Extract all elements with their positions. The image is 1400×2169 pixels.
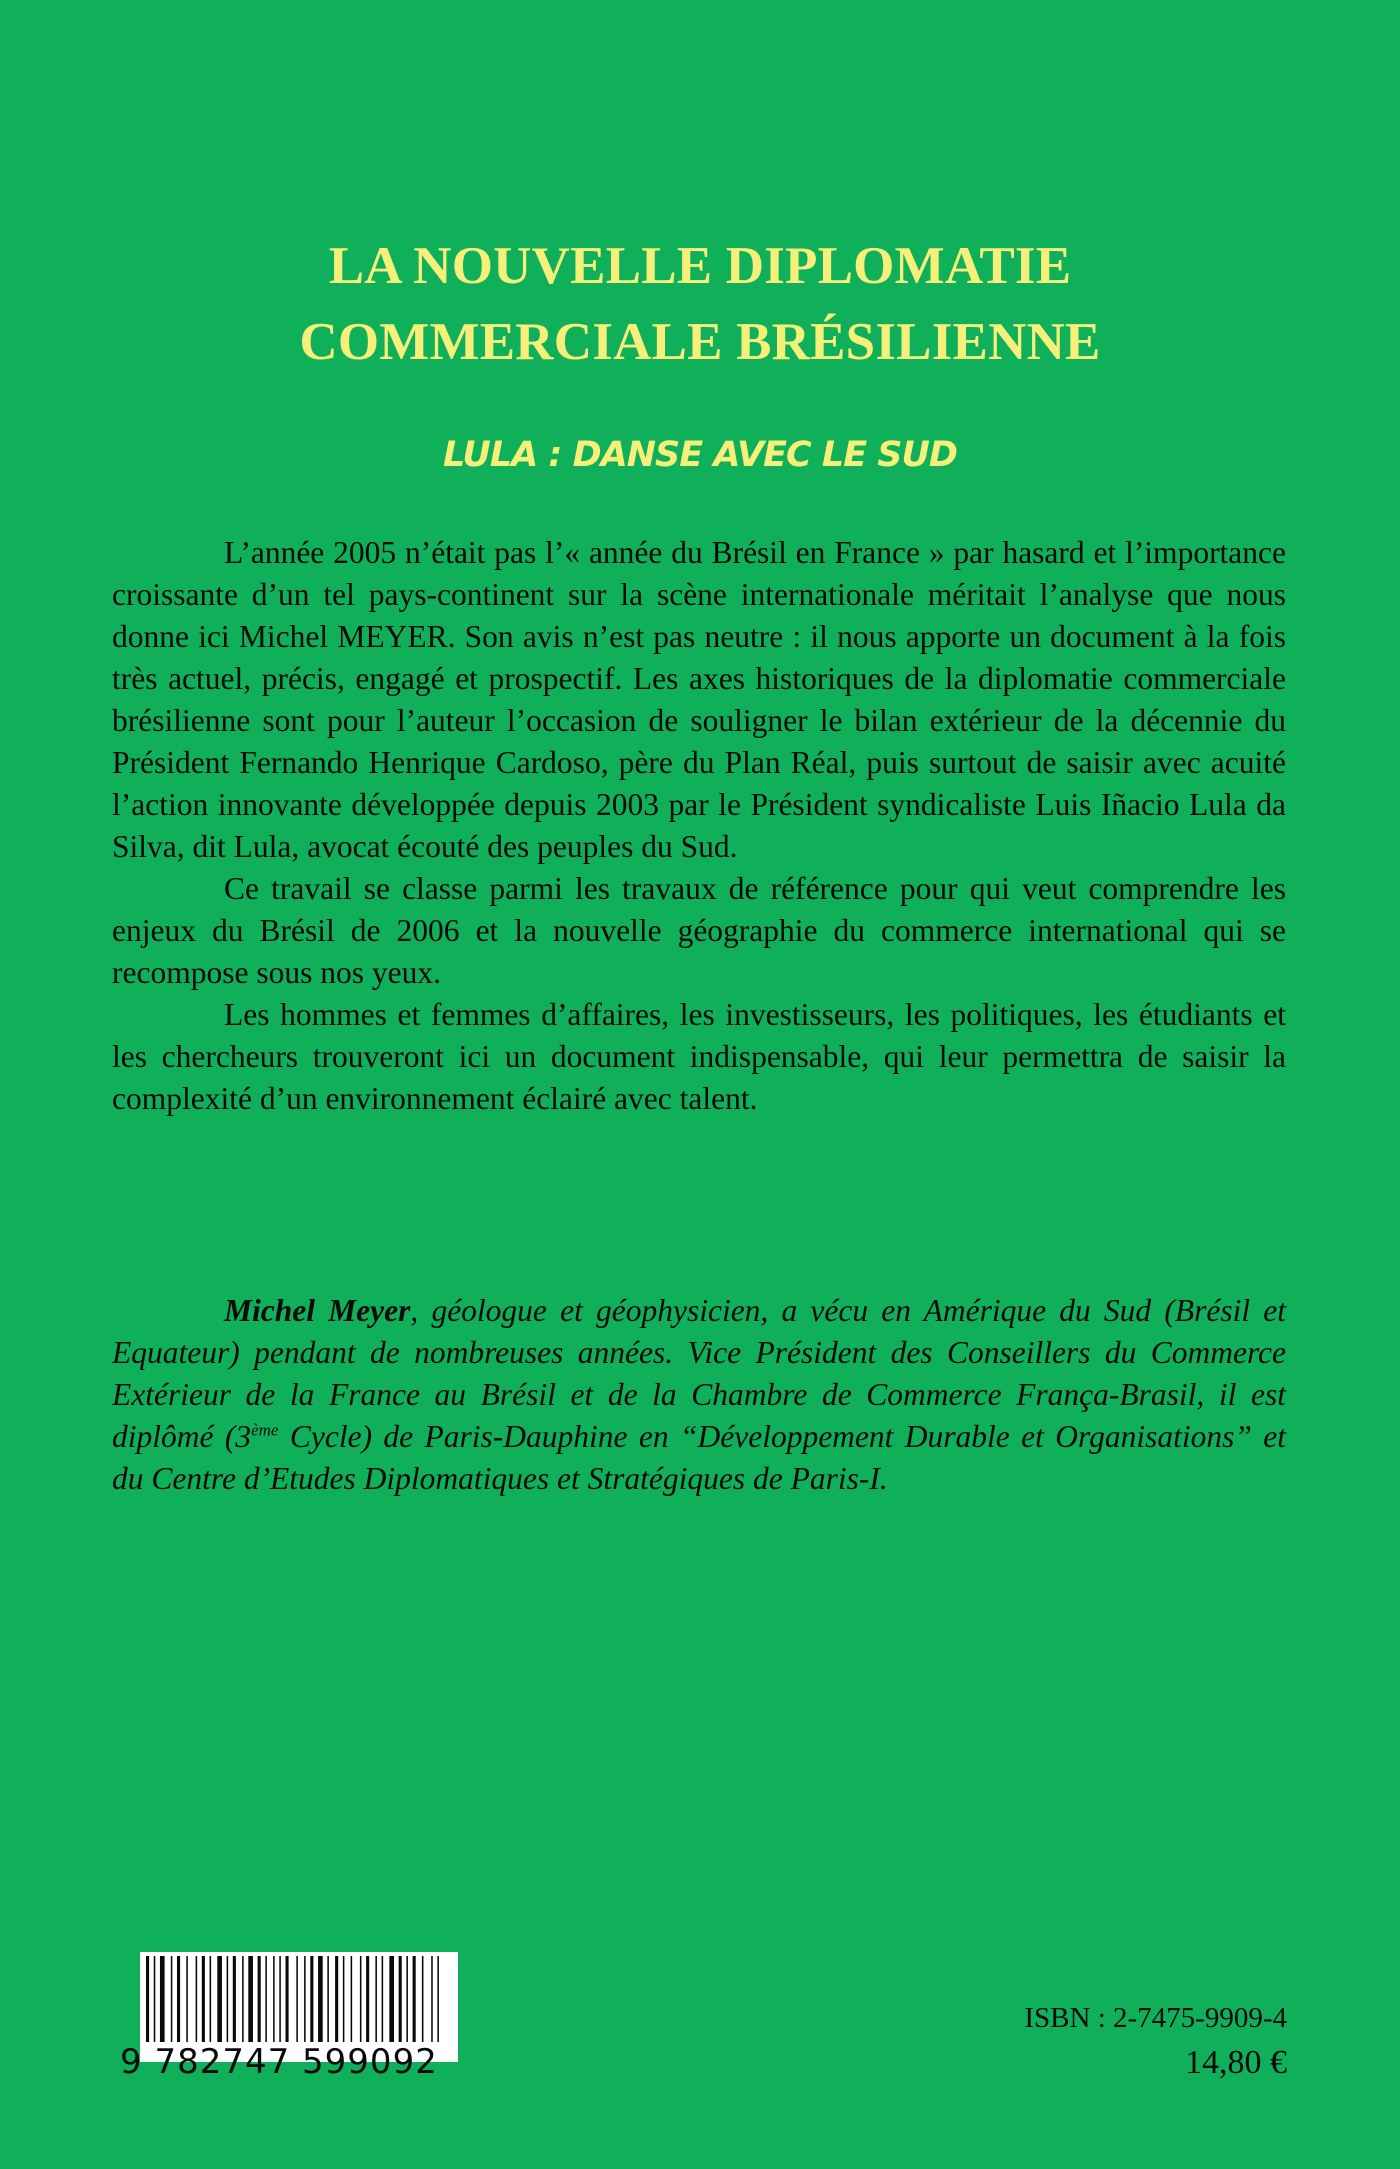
- author-bio-paragraph: [112, 1290, 1286, 1500]
- book-subtitle: LULA : DANSE AVEC LE SUD: [443, 435, 957, 475]
- barcode-bar: [242, 1956, 244, 2042]
- barcode-bar: [318, 1956, 323, 2042]
- barcode-bar: [202, 1956, 205, 2042]
- barcode-bar: [146, 1956, 149, 2042]
- barcode-bar: [273, 1956, 275, 2042]
- price: 14,80 €: [1185, 2044, 1287, 2081]
- barcode-bar: [171, 1956, 173, 2042]
- barcode-bar: [217, 1956, 222, 2042]
- author-name: Michel Meyer: [224, 1293, 411, 1328]
- book-title-line-1: LA NOUVELLE DIPLOMATIE: [328, 237, 1072, 295]
- barcode-bar: [233, 1956, 236, 2042]
- barcode-bar: [265, 1956, 267, 2042]
- book-title: [0, 228, 1400, 380]
- barcode-bar: [351, 1956, 353, 2042]
- barcode-bar: [360, 1956, 362, 2042]
- barcode-bar: [375, 1956, 377, 2042]
- barcode-bar: [304, 1956, 306, 2042]
- isbn: ISBN : 2-7475-9909-4: [1024, 2002, 1287, 2034]
- blurb: [112, 532, 1286, 1120]
- barcode-bar: [186, 1956, 188, 2042]
- barcode-bar: [154, 1956, 156, 2042]
- barcode-bar: [343, 1956, 345, 2042]
- barcode-bar: [296, 1956, 298, 2042]
- barcode-bar: [177, 1956, 180, 2042]
- blurb-paragraph-3: Les hommes et femmes d’affaires, les investisseurs, les politiques, les étudiants et les chercheurs trouveront ici un document indispensable, qui leur permettra de saisir la complexité d’un environnement éclairé avec talent.: [112, 997, 1286, 1116]
- barcode-bar: [406, 1956, 408, 2042]
- author-bio-text-1: , géologue et géophysicien, a vécu en Amérique du Sud (Brésil et Equateur) pendant de nombreuses années. Vice Président des Conseillers du Commerce Extérieur de la France au Brésil et de la Chambre de Commerce França-Brasil, il est diplômé (3: [112, 1293, 1286, 1454]
- barcode-bar: [437, 1956, 439, 2042]
- barcode-bar: [248, 1956, 253, 2042]
- author-bio-superscript: ème: [251, 1420, 279, 1440]
- barcode-bar: [196, 1956, 198, 2042]
- barcode-bar: [327, 1956, 329, 2042]
- barcode-bar: [413, 1956, 416, 2042]
- barcode-digits: 9 782747 599092: [120, 2042, 438, 2082]
- author-bio: [112, 1290, 1286, 1500]
- barcode-bar: [160, 1956, 165, 2042]
- blurb-paragraph-1: L’année 2005 n’était pas l’« année du Brésil en France » par hasard et l’importance croissante d’un tel pays-continent sur la scène internationale méritait l’analyse que nous donne ici Michel MEYER. Son avis n’est pas neutre : il nous apporte un document à la fois très actuel, précis, engagé et prospectif. Les axes historiques de la diplomatie commerciale brésilienne sont pour l’auteur l’occasion de souligner le bilan extérieur de la décennie du Président Fernando Henrique Cardoso, père du Plan Réal, puis surtout de saisir avec acuité l’action innovante développée depuis 2003 par le Président syndicaliste Luis Iñacio Lula da Silva, dit Lula, avocat écouté des peuples du Sud.: [112, 535, 1286, 864]
- barcode-bar: [279, 1956, 281, 2042]
- barcode-bar: [399, 1956, 402, 2042]
- barcode-bar: [382, 1956, 384, 2042]
- barcode-bar: [286, 1956, 289, 2042]
- book-title-line-2: COMMERCIALE BRÉSILIENNE: [299, 313, 1101, 371]
- author-bio-text-2: Cycle) de Paris-Dauphine en “Développement Durable et Organisations” et du Centre d’Etudes Diplomatiques et Stratégiques de Paris-I.: [112, 1419, 1286, 1496]
- barcode-bar: [431, 1956, 433, 2042]
- barcode-bar: [227, 1956, 229, 2042]
- barcode-bar: [210, 1956, 212, 2042]
- barcode-bar: [366, 1956, 369, 2042]
- barcode-bar: [422, 1956, 424, 2042]
- barcode-bar: [258, 1956, 261, 2042]
- barcode-bar: [389, 1956, 394, 2042]
- barcode-bar: [310, 1956, 313, 2042]
- barcode-bar: [335, 1956, 338, 2042]
- blurb-paragraph-2: Ce travail se classe parmi les travaux de référence pour qui veut comprendre les enjeux du Brésil de 2006 et la nouvelle géographie du commerce international qui se recompose sous nos yeux.: [112, 871, 1286, 990]
